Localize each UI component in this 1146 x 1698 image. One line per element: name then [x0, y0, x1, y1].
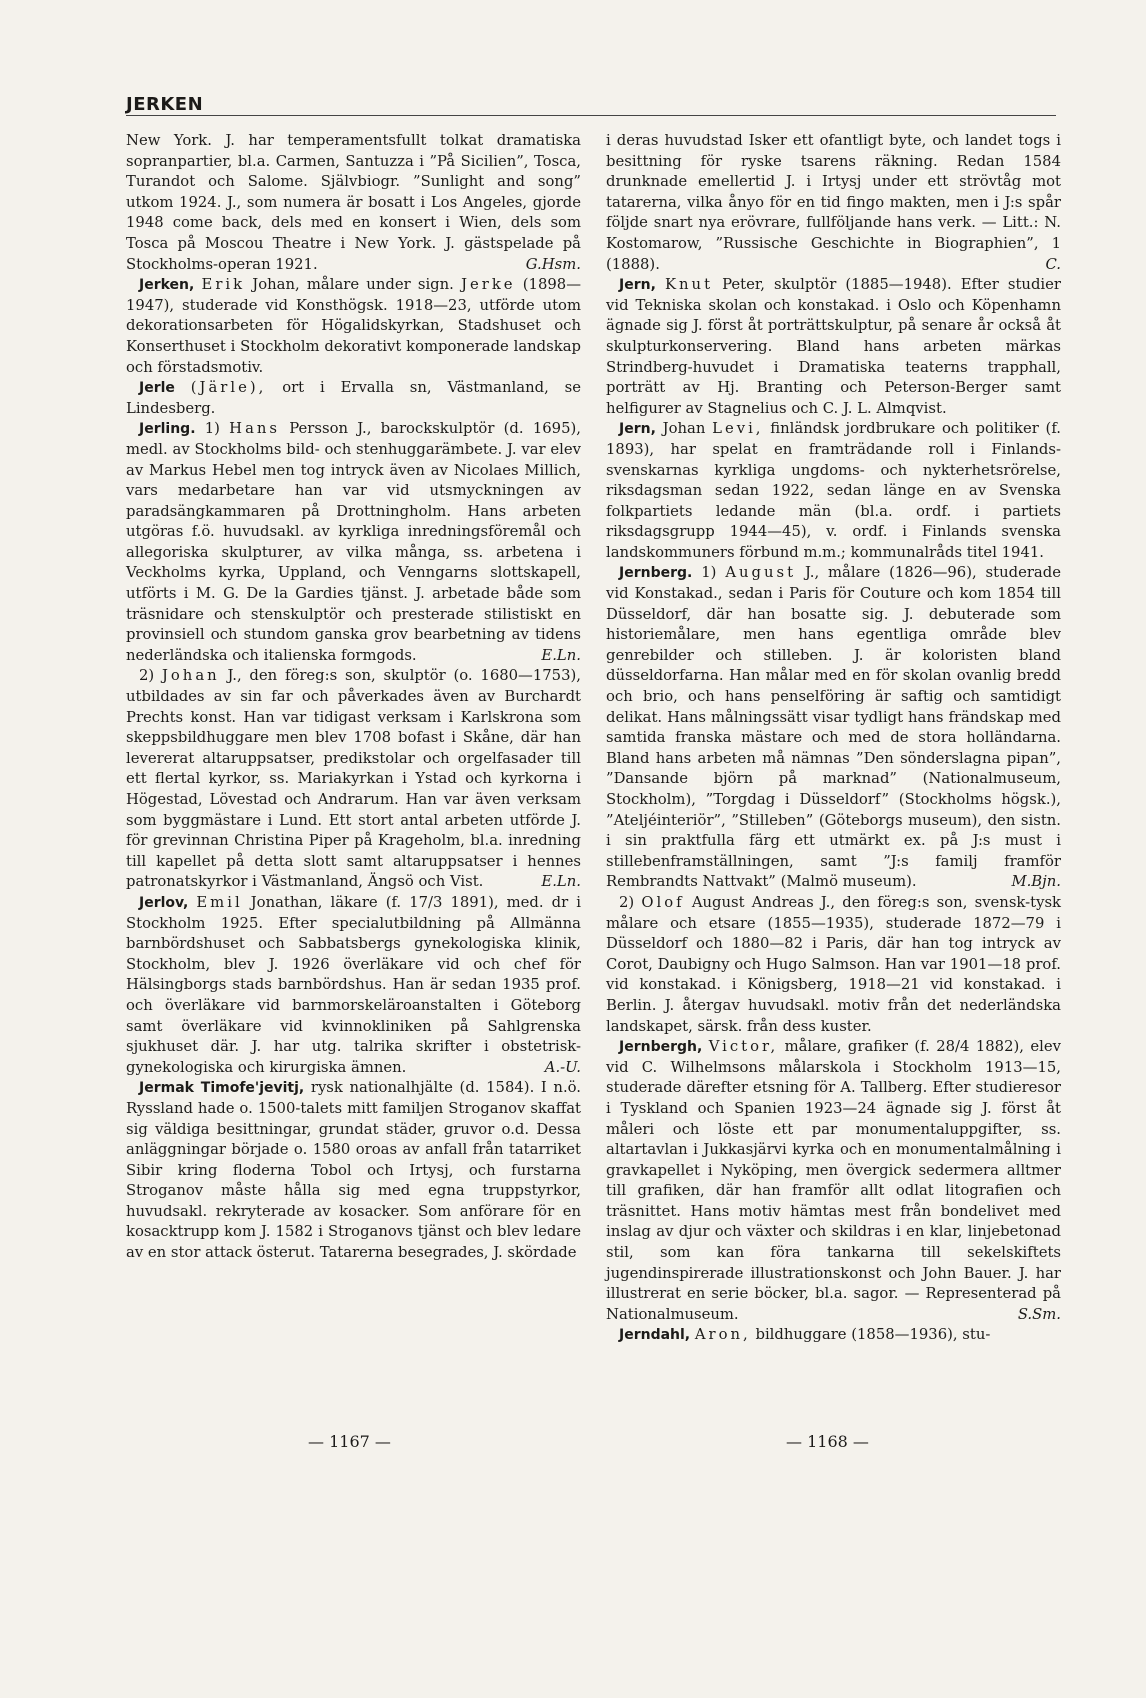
signature: A.-U. — [544, 1058, 581, 1076]
signature: C. — [1045, 255, 1061, 273]
signature: S.Sm. — [1017, 1305, 1061, 1323]
entry-jermak: Jermak Timofe'jevitj, rysk nationalhjälte (d. 1584). I n.ö. Ryssland hade o. 1500-talets mitt familjen Stroganov skaffat sig väldiga besittningar, grundat städer, gruvor o.d. Dessa anläggningar började o. 1580 oroas av anfall från tatarriket Sibir kring floderna Tobol och Irtysj, och furstarna Stroganov måste hålla sig med egna truppstyrkor, huvudsakl. rekryterade av kosacker. Som anförare för en kosacktrupp kom J. 1582 i Stroganovs tjänst och blev ledare av en stor attack österut. Tatarerna besegrades, J. skördade — [126, 1079, 581, 1262]
header-rule — [126, 115, 1056, 116]
signature: M.Bjn. — [1011, 873, 1061, 891]
entry-jerling: Jerling. 1) Hans Persson J., barockskulptör (d. 1695), medl. av Stockholms bild- och stenhuggarämbete. J. var elev av Markus Hebel men tog intryck även av Nicolaes Millich, vars medarbetare han var vid utsmyckningen av paradsängkammaren på Drottningholm. Hans arbeten utgöras f.ö. huvudsakl. av kyrkliga inredningsföremål och allegoriska skulpturer, av vilka många, ss. arbetena i Veckholms kyrka, Uppland, och Venngarns slottskapell, utförts i M. G. De la Gardies tjänst. J. arbetade både som träsnidare och stenskulptör och presterade stilistiskt en provinsiell och stundom ganska grov bearbetning av tidens nederländska och italienska formgods. E.Ln. — [126, 419, 581, 666]
entry-jern-knut: Jern, Knut Peter, skulptör (1885—1948). Efter studier vid Tekniska skolan och konstakad. i Oslo och Köpenhamn ägnade sig J. först åt porträttskulptur, på senare år också åt skulpturkonservering. Bland hans arbeten märkas Strindberg-huvudet i Dramatiska teaterns trapphall, porträtt av Hj. Branting och Peterson-Berger samt helfigurer av Stagnelius och C. J. L. Almqvist. — [606, 276, 1061, 417]
page-number-left: — 1167 — — [308, 1432, 391, 1451]
entry-continuation: New York. J. har temperamentsfullt tolkat dramatiska sopranpartier, bl.a. Carmen, Santuzza i ”På Sicilien”, Tosca, Turandot och Salome. Självbiogr. ”Sunlight and song” utkom 1924. J., som numera är bosatt i Los Angeles, gjorde 1948 come back, dels med en konsert i Wien, dels som Tosca på Moscou Theatre i New York. J. gästspelade på Stockholms-operan 1921. G.Hsm. — [126, 131, 581, 275]
entry-jernberg-2: 2) Olof August Andreas J., den föreg:s son, svensk-tysk målare och etsare (1855—1935), studerade 1872—79 i Düsseldorf och 1880—82 i Paris, där han tog intryck av Corot, Daubigny och Hugo Salmson. Han var 1901—18 prof. vid konstakad. i Königsberg, 1918—21 vid konstakad. i Berlin. J. återgav huvudsakl. motiv från det nederländska landskapet, särsk. från dess kuster. — [606, 893, 1061, 1035]
signature: E.Ln. — [541, 646, 581, 664]
entry-jerndahl: Jerndahl, Aron, bildhuggare (1858—1936), stu- — [619, 1326, 991, 1344]
entry-jernberg: Jernberg. 1) August J., målare (1826—96), studerade vid Konstakad., sedan i Paris för Couture och kom 1854 till Düsseldorf, där han bosatte sig. J. debuterade som historiemålare, men hans egentliga område blev genrebilder och stilleben. J. är koloristen bland düsseldorfarna. Han målar med en för skolan ovanlig bredd och brio, och hans penselföring är saftig och samtidigt delikat. Hans målningssätt visar tydligt hans frändskap med samtida franska mästare och med de stora holländarna. Bland hans arbeten må nämnas ”Den sönderslagna pipan”, ”Dansande björn på marknad” (Nationalmuseum, Stockholm), ”Torgdag i Düsseldorf” (Stockholms högsk.), ”Ateljéinteriör”, ”Stilleben” (Göteborgs museum), den sistn. i sin praktfulla färg ett utmärkt ex. på J:s must i stillebenframställningen, samt ”J:s familj framför Rembrandts Nattvakt” (Malmö museum). M.Bjn. — [606, 563, 1061, 893]
entry-jerling-2: 2) Johan J., den föreg:s son, skulptör (o. 1680—1753), utbildades av sin far och påverkades även av Burchardt Prechts konst. Han var tidigast verksam i Karlskrona som skeppsbildhuggare men blev 1708 bofast i Skåne, där han levererat altaruppsatser, predikstolar och orgelfasader till ett flertal kyrkor, ss. Mariakyrkan i Ystad och kyrkorna i Högestad, Lövestad och Andrarum. Han var även verksam som byggmästare i Lund. Ett stort antal arbeten utförde J. för grevinnan Christina Piper på Krageholm, bl.a. inredning till kapellet på detta slott samt altaruppsatser i hennes patronatskyrkor i Västmanland, Ängsö och Vist. E.Ln. — [126, 666, 581, 893]
entry-jernbergh: Jernbergh, Victor, målare, grafiker (f. 28/4 1882), elev vid C. Wilhelmsons målarskola i Stockholm 1913—15, studerade därefter etsning för A. Tallberg. Efter studieresor i Tyskland och Spanien 1923—24 ägnade sig J. först åt måleri och löste ett par monumentaluppgifter, ss. altartavlan i Jukkasjärvi kyrka och en monumentalmålning i gravkapellet i Nyköping, men övergick sedermera alltmer till grafiken, där han framför allt odlat litografien och träsnittet. Hans motiv hämtas mest från bondelivet med inslag av djur och växter och skildras i en klar, linjebetonad stil, som kan föra tankarna till sekelskiftets jugendinspirerade illustrationskonst och John Bauer. J. har illustrerat en serie böcker, bl.a. sagor. — Representerad på Nationalmuseum. S.Sm. — [606, 1037, 1061, 1325]
running-head: JERKEN — [126, 94, 204, 115]
entry-jerken: Jerken, Erik Johan, målare under sign. Jerke (1898—1947), studerade vid Konsthögsk. 1918—23, utförde utom dekorationsarbeten för Högalidskyrkan, Stadshuset och Konserthuset i Stockholm dekorativt komponerade landskap och förstadsmotiv. — [126, 276, 581, 376]
signature: E.Ln. — [541, 873, 581, 891]
right-column — [606, 131, 1061, 1346]
page-number-right: — 1168 — — [786, 1432, 869, 1451]
entry-jerle: Jerle (Järle), ort i Ervalla sn, Västmanland, se Lindesberg. — [126, 379, 581, 417]
signature: G.Hsm. — [525, 255, 581, 273]
entry-continuation: i deras huvudstad Isker ett ofantligt byte, och landet togs i besittning för ryske tsarens räkning. Redan 1584 drunknade emellertid J. i Irtysj under ett strövtåg mot tatarerna, vilka ånyo för en tid fingo makten, men i J:s spår följde snart nya erövrare, fullföljande hans verk. — Litt.: N. Kostomarow, ”Russische Geschichte in Biographien”, 1 (1888). C. — [606, 131, 1061, 275]
entry-jerlov: Jerlov, Emil Jonathan, läkare (f. 17/3 1891), med. dr i Stockholm 1925. Efter specialutbildning på Allmänna barnbördshuset och Sabbatsbergs gynekologiska klinik, Stockholm, blev J. 1926 överläkare vid och chef för Hälsingborgs stads barnbördshus. Han är sedan 1935 prof. och överläkare vid barnmorskeläroanstalten i Göteborg samt överläkare vid kvinnokliniken på Sahlgrenska sjukhuset där. J. har utg. talrika skrifter i obstetrisk-gynekologiska och kirurgiska ämnen. A.-U. — [126, 893, 581, 1078]
left-column — [126, 131, 581, 1264]
entry-jern-levi: Jern, Johan Levi, finländsk jordbrukare och politiker (f. 1893), har spelat en framträdande roll i Finlands-svenskarnas kyrkliga ungdoms- och nykterhetsrörelse, riksdagsman sedan 1922, sedan länge en av Svenska folkpartiets ledande män (bl.a. ordf. i partiets riksdagsgrupp 1944—45), v. ordf. i Finlands svenska landskommuners förbund m.m.; kommunalråds titel 1941. — [606, 420, 1061, 561]
